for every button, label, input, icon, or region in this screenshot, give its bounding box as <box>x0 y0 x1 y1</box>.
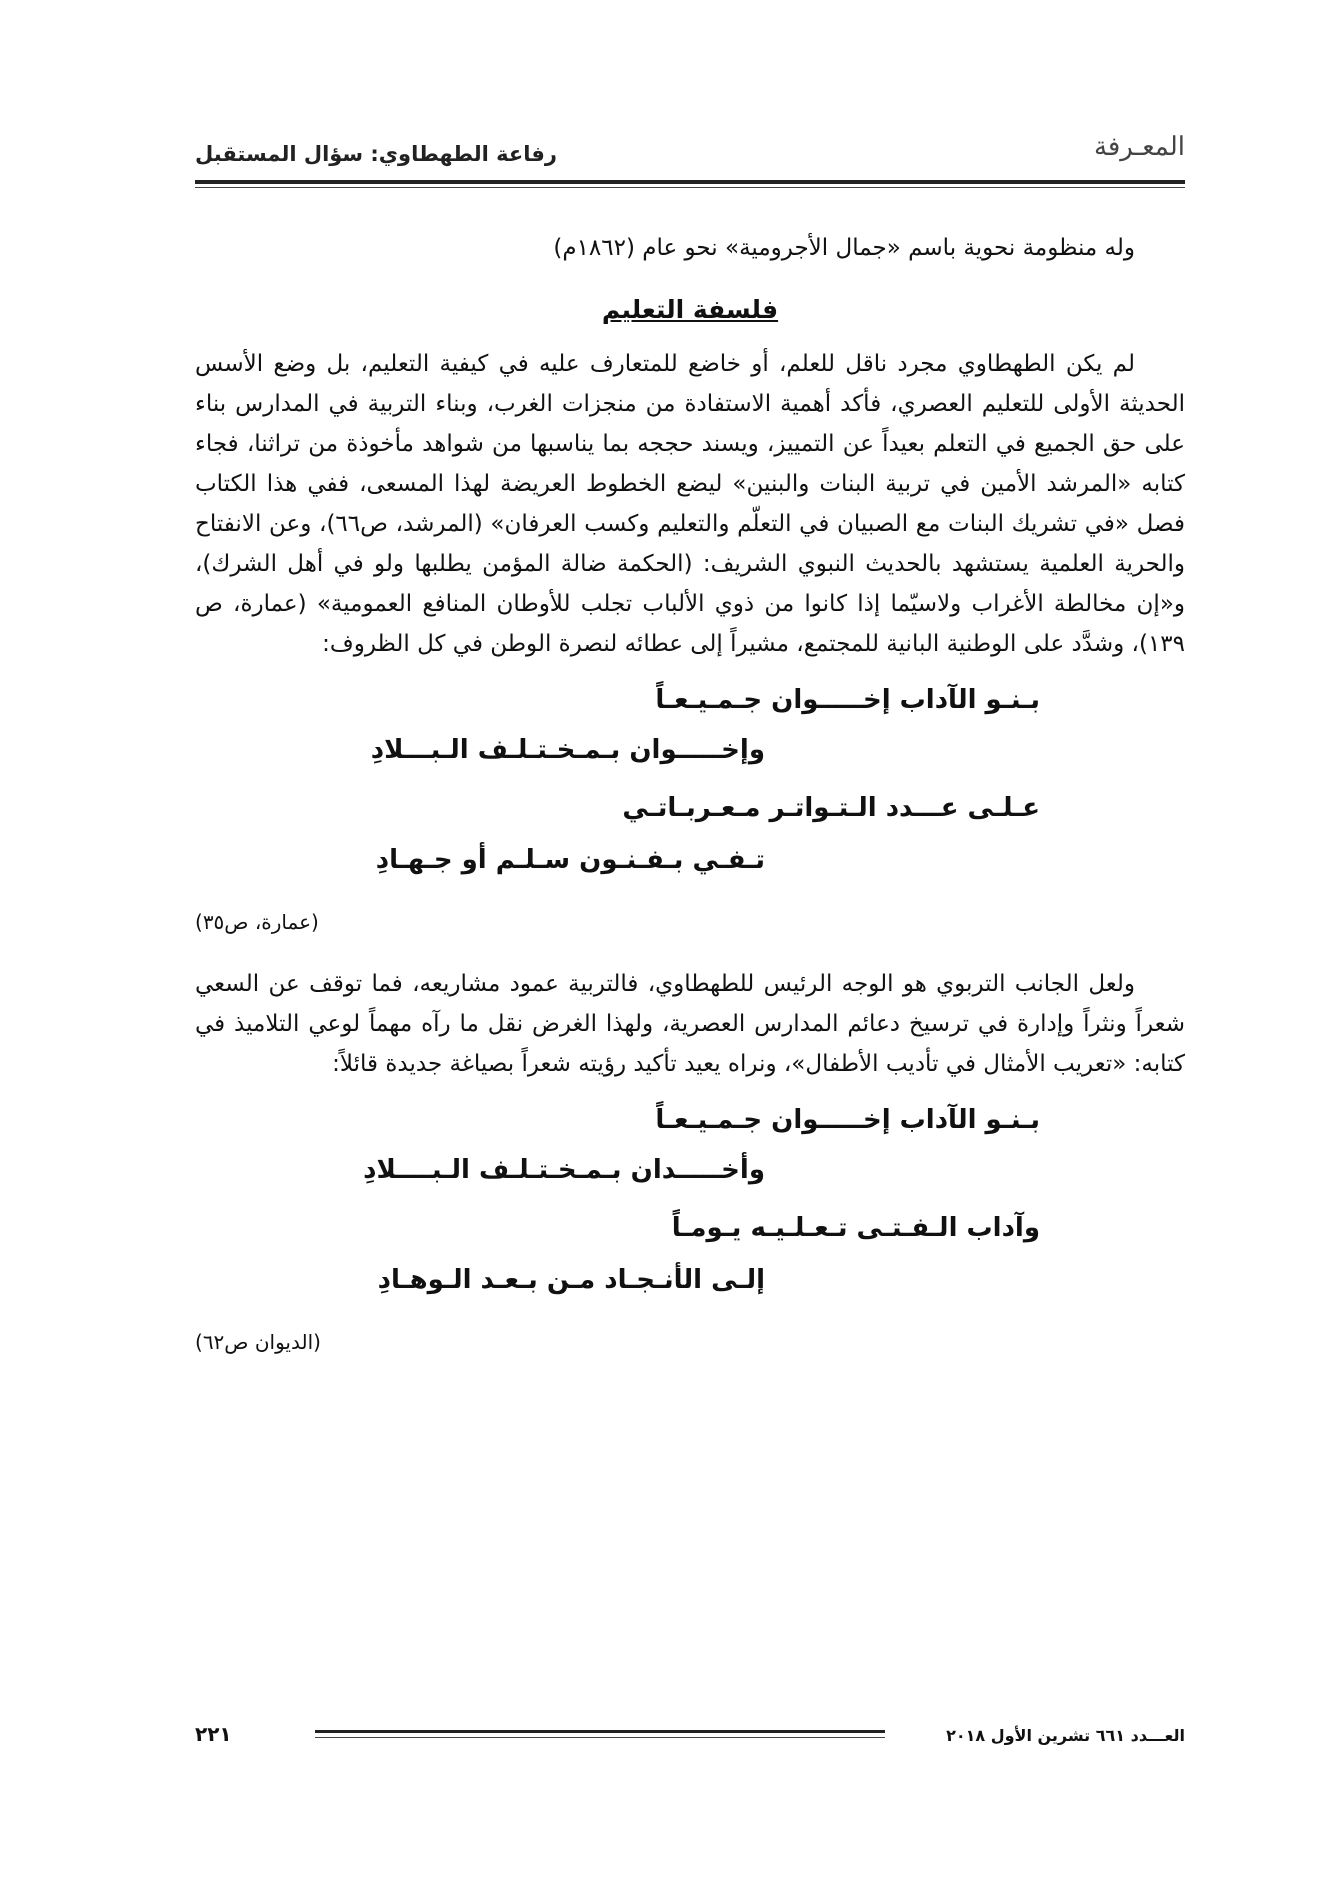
poem-1-verse-3: عـلـى عـــدد الـتـواتـر مـعـربـاتـي <box>622 793 1040 823</box>
section-title: فلسفة التعليم <box>601 295 779 324</box>
poem-1-citation-text: (عمارة، ص٣٥) <box>195 910 319 934</box>
issue-info: العـــدد ٦٦١ تشرين الأول ٢٠١٨ <box>946 1726 1185 1745</box>
poem-1-verse-1: بـنـو الآداب إخـــــوان جـمـيـعـاً <box>655 685 1040 715</box>
journal-logo-text: المعـرفة <box>1093 132 1185 162</box>
footer-rule <box>315 1730 885 1733</box>
intro-line: وله منظومة نحوية باسم «جمال الأجرومية» نحو عام (١٨٦٢م) <box>553 235 1135 261</box>
poem-1-citation <box>195 902 1185 942</box>
poem-2-citation <box>195 1322 1185 1362</box>
poem-1 <box>195 672 1185 896</box>
page-footer <box>195 1722 1185 1752</box>
page-header <box>195 128 1185 172</box>
poem-1-verse-2: وإخـــــوان بـمـخـتـلـف الـبـــلادِ <box>370 735 765 765</box>
paragraph-1: لم يكن الطهطاوي مجرد ناقل للعلم، أو خاضع للمتعارف عليه في كيفية التعليم، بل وضع الأسس الحديثة الأولى للتعليم العصري، فأكد أهمية الاستفادة من منجزات الغرب، وبناء التربية في المدارس بناء على حق الجميع في التعلم بعيداً عن التمييز، ويسند حججه بما يناسبها من شواهد مأخوذة من تراثنا، فجاء كتابه «المرشد الأمين في تربية البنات والبنين» ليضع الخطوط العريضة لهذا المسعى، ففي هذا الكتاب فصل «في تشريك البنات مع الصبيان في التعلّم والتعليم وكسب العرفان» (المرشد، ص٦٦)، وعن الانفتاح والحرية العلمية يستشهد بالحديث النبوي الشريف: (الحكمة ضالة المؤمن يطلبها ولو في أهل الشرك)، و«إن مخالطة الأغراب ولاسيّما إذا كانوا من ذوي الألباب تجلب للأوطان المنافع العمومية» (عمارة، ص ١٣٩)، وشدَّد على الوطنية البانية للمجتمع، مشيراً إلى عطائه لنصرة الوطن في كل الظروف: <box>195 351 1185 657</box>
running-title: رفاعة الطهطاوي: سؤال المستقبل <box>195 142 557 166</box>
poem-2-verse-2: وأخـــــدان بـمـخـتـلـف الـبــــلادِ <box>363 1155 765 1185</box>
paragraph-2: ولعل الجانب التربوي هو الوجه الرئيس للطهطاوي، فالتربية عمود مشاريعه، فما توقف عن السعي شعراً ونثراً وإدارة في ترسيخ دعائم المدارس العصرية، ولهذا الغرض نقل ما رآه مهماً لوعي التلاميذ في كتابه: «تعريب الأمثال في تأديب الأطفال»، ونراه يعيد تأكيد رؤيته شعراً بصياغة جديدة قائلاً: <box>195 971 1185 1077</box>
footer-rule-thin <box>315 1737 885 1738</box>
poem-2-verse-1: بـنـو الآداب إخـــــوان جـمـيـعـاً <box>655 1105 1040 1135</box>
poem-2-citation-text: (الديوان ص٦٢) <box>195 1330 321 1354</box>
poem-2-verse-3: وآداب الـفـتـى تـعـلـيـه يـومـاً <box>671 1213 1040 1243</box>
journal-logo <box>1094 132 1185 162</box>
header-rule-thin <box>195 187 1185 188</box>
poem-1-verse-4: تـفـي بـفـنـون سـلـم أو جـهـادِ <box>375 845 765 875</box>
page-number: ٢٢١ <box>195 1722 232 1746</box>
poem-2-verse-4: إلـى الأنـجـاد مـن بـعـد الـوهـادِ <box>377 1265 765 1295</box>
article-body <box>195 228 1185 1374</box>
poem-2 <box>195 1092 1185 1316</box>
header-rule <box>195 180 1185 184</box>
